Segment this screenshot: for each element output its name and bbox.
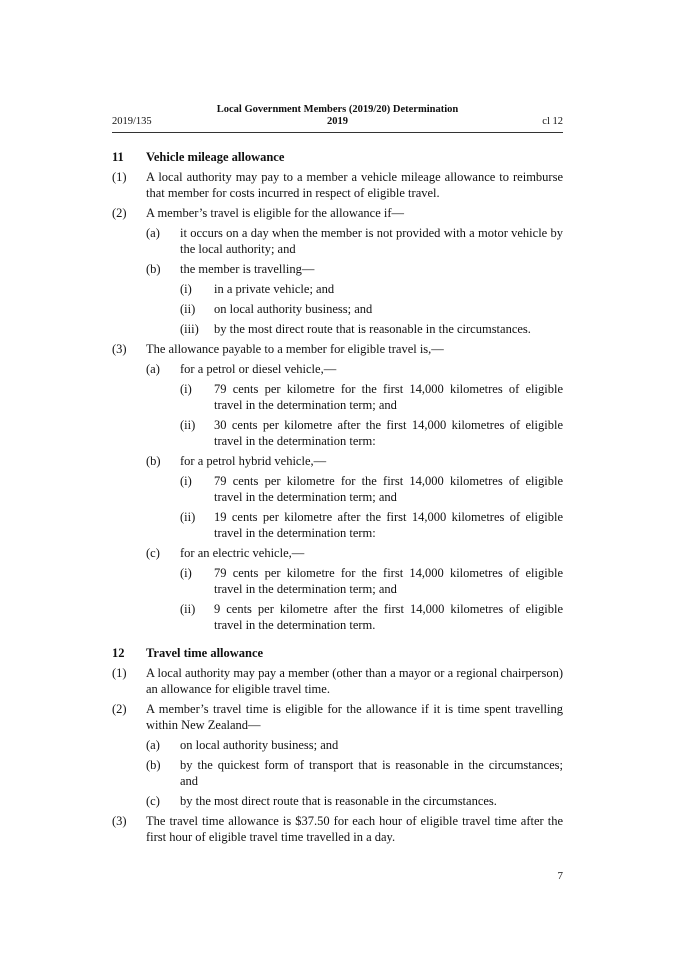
page-number: 7 [557, 870, 563, 882]
section-spacer [112, 637, 563, 645]
subclause-label: (1) [112, 170, 127, 184]
section-title: Travel time allowance [146, 646, 264, 660]
paragraph-text: for a petrol or diesel vehicle,— [180, 362, 337, 376]
subparagraph-text: 79 cents per kilometre for the first 14,000 kilometres of eligible travel in the determination term; and [214, 566, 563, 596]
subparagraph-text: 79 cents per kilometre for the first 14,000 kilometres of eligible travel in the determination term; and [214, 474, 563, 504]
paragraph-text: by the quickest form of transport that is reasonable in the circumstances; and [180, 758, 563, 788]
subparagraph-label: (i) [180, 282, 192, 296]
subparagraph-label: (i) [180, 566, 192, 580]
paragraph-text: for a petrol hybrid vehicle,— [180, 454, 327, 468]
subclause [112, 701, 563, 733]
subclause [112, 665, 563, 697]
paragraph [112, 361, 563, 377]
subclause [112, 169, 563, 201]
subclause [112, 813, 563, 845]
subparagraph-text: by the most direct route that is reasonable in the circumstances. [214, 322, 531, 336]
subparagraph [112, 509, 563, 541]
subparagraph-text: 9 cents per kilometre after the first 14,000 kilometres of eligible travel in the determination term. [214, 602, 563, 632]
subclause-text: A local authority may pay to a member a vehicle mileage allowance to reimburse that member for costs incurred in respect of eligible travel. [146, 170, 563, 200]
paragraph [112, 225, 563, 257]
subparagraph-text: in a private vehicle; and [214, 282, 335, 296]
document-body [112, 149, 563, 845]
subparagraph-text: 19 cents per kilometre after the first 14,000 kilometres of eligible travel in the determination term: [214, 510, 563, 540]
paragraph-text: for an electric vehicle,— [180, 546, 305, 560]
subclause [112, 205, 563, 221]
paragraph-text: the member is travelling— [180, 262, 315, 276]
subclause-label: (2) [112, 702, 127, 716]
subparagraph-text: 79 cents per kilometre for the first 14,000 kilometres of eligible travel in the determination term; and [214, 382, 563, 412]
subparagraph [112, 381, 563, 413]
subparagraph-label: (ii) [180, 302, 196, 316]
paragraph [112, 793, 563, 809]
header-title [112, 104, 563, 128]
subparagraph-text: on local authority business; and [214, 302, 373, 316]
paragraph [112, 757, 563, 789]
subparagraph-label: (ii) [180, 602, 196, 616]
subparagraph [112, 417, 563, 449]
document-page [112, 104, 563, 849]
subclause-text: A member’s travel is eligible for the allowance if— [146, 206, 405, 220]
paragraph-label: (b) [146, 758, 161, 772]
subclause-text: A member’s travel time is eligible for the allowance if it is time spent travelling within New Zealand— [146, 702, 563, 732]
subclause-label: (3) [112, 814, 127, 828]
section-title: Vehicle mileage allowance [146, 150, 285, 164]
paragraph-text: on local authority business; and [180, 738, 339, 752]
subparagraph-label: (ii) [180, 418, 196, 432]
header-rule [112, 132, 563, 133]
header-instrument-number: 2019/135 [112, 116, 152, 127]
subparagraph [112, 321, 563, 337]
paragraph-label: (a) [146, 362, 160, 376]
paragraph-label: (b) [146, 454, 161, 468]
paragraph-label: (b) [146, 262, 161, 276]
subparagraph-label: (ii) [180, 510, 196, 524]
subclause-label: (3) [112, 342, 127, 356]
running-header [112, 104, 563, 130]
paragraph-label: (c) [146, 546, 160, 560]
subclause-text: The allowance payable to a member for eligible travel is,— [146, 342, 444, 356]
subclause-text: A local authority may pay a member (other than a mayor or a regional chairperson) an allowance for eligible travel time. [146, 666, 563, 696]
paragraph [112, 261, 563, 277]
header-clause-ref: cl 12 [542, 116, 563, 127]
paragraph-label: (a) [146, 226, 160, 240]
subparagraph-label: (iii) [180, 322, 199, 336]
paragraph-label: (a) [146, 738, 160, 752]
subparagraph-text: 30 cents per kilometre after the first 14,000 kilometres of eligible travel in the determination term: [214, 418, 563, 448]
section-heading [112, 149, 563, 165]
subparagraph [112, 281, 563, 297]
paragraph-label: (c) [146, 794, 160, 808]
subparagraph [112, 473, 563, 505]
section-number: 12 [112, 646, 125, 660]
section-number: 11 [112, 150, 124, 164]
subparagraph [112, 565, 563, 597]
paragraph [112, 453, 563, 469]
section-heading [112, 645, 563, 661]
header-title-line1: Local Government Members (2019/20) Determination [216, 104, 459, 115]
subclause-text: The travel time allowance is $37.50 for each hour of eligible travel time after the first hour of eligible travel time travelled in a day. [146, 814, 563, 844]
subparagraph-label: (i) [180, 382, 192, 396]
subparagraph [112, 301, 563, 317]
header-title-line2: 2019 [327, 116, 348, 127]
subclause-label: (2) [112, 206, 127, 220]
subclause-label: (1) [112, 666, 127, 680]
paragraph [112, 737, 563, 753]
subparagraph-label: (i) [180, 474, 192, 488]
subclause [112, 341, 563, 357]
paragraph [112, 545, 563, 561]
paragraph-text: by the most direct route that is reasonable in the circumstances. [180, 794, 497, 808]
subparagraph [112, 601, 563, 633]
paragraph-text: it occurs on a day when the member is not provided with a motor vehicle by the local authority; and [180, 226, 563, 256]
